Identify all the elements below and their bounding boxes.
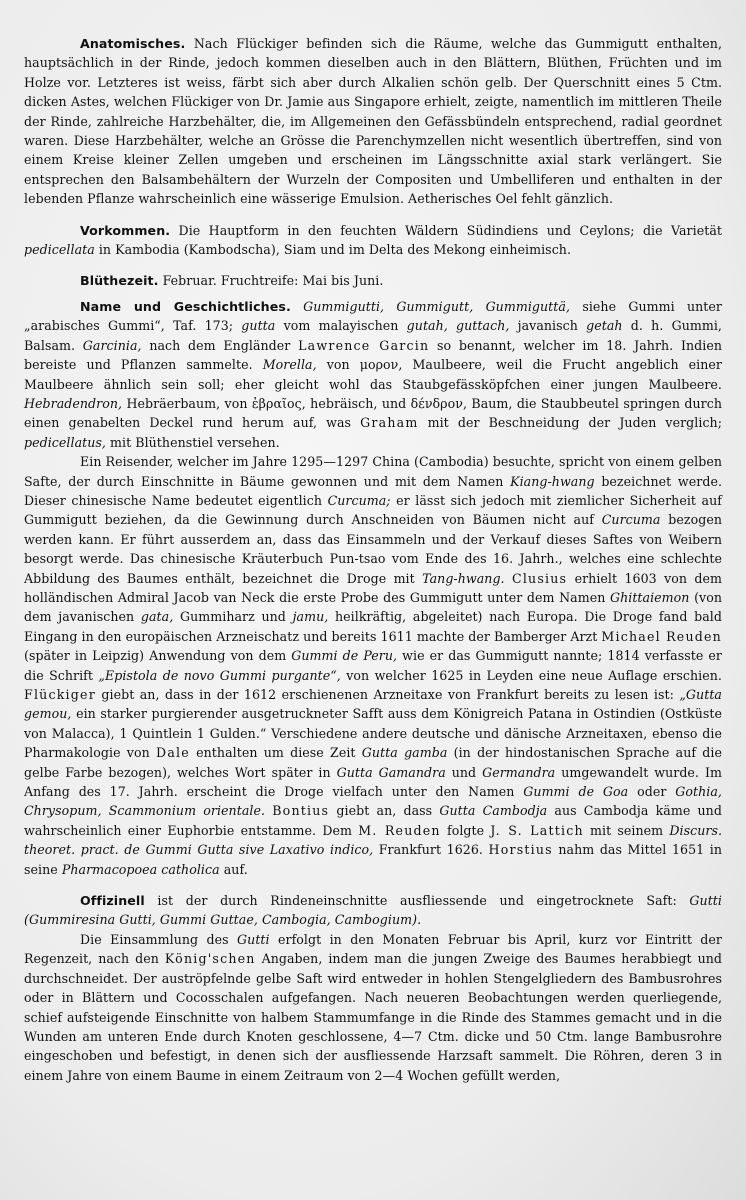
reis-a13: gata, — [140, 609, 174, 625]
name-s9: Garcinia, — [82, 337, 142, 353]
reis-a43: folgte — [446, 822, 485, 838]
reis-a51: auf. — [223, 861, 248, 877]
name-s11: Lawrence Garcin — [298, 337, 430, 353]
einsammlung-e5: Angaben, indem man die jungen Zweige des Baumes herabbiegt und durchschneidet. Der auströpfelnde gelbe Saft wird entweder in hohlen Stengelgliedern des Bambusrohres oder in Blättern und Cocosschalen aufgefangen. Nach neueren Beobachtungen werden querliegende, schief aufsteigende Einschnitte von halbem Stammumfange in die Rinde des Stammes gemacht und in die Wunden am unteren Ende durch Knoten geschlossene, 4—7 Ctm. dicke und 50 Ctm. lange Bambusrohre eingeschoben und befestigt, in denen sich der ausfliessende Harzsaft sammelt. Die Röhren, deren 3 in einem Jahre von einem Baume in einem Zeitraum von 2—4 Wochen gefüllt werden, — [24, 951, 723, 1083]
reis-a28: enthalten um diese Zeit — [196, 745, 356, 761]
text-vorkommen-3: in Kambodia (Kambodscha), Siam und im Delta des Mekong einheimisch. — [98, 242, 572, 258]
reis-a18: (später in Leipzig) Anwendung von dem — [24, 648, 287, 664]
heading-vorkommen: Vorkommen. — [80, 222, 171, 238]
reis-a23: Flückiger — [24, 687, 96, 702]
name-s2: siehe Gummi unter „arabisches Gummi“, Taf. 173; — [24, 298, 722, 334]
paragraph-bluethezeit — [24, 271, 722, 290]
reis-a9: Clusius — [511, 570, 568, 586]
reis-a6: Curcuma — [601, 512, 661, 528]
name-s14: von μορον, Maulbeere, weil die Frucht angeblich einer Maulbeere ähnlich sein soll; eher gleicht wohl das Staubgefässköpfchen einer jungen Maulbeere. — [24, 357, 722, 392]
name-s10: nach dem Engländer — [149, 337, 291, 353]
heading-name-geschichtliches: Name und Geschichtliches. — [80, 298, 291, 314]
heading-offizinell: Offizinell — [80, 893, 145, 909]
name-s13: Morella, — [262, 357, 317, 373]
reis-a17: Michael Reuden — [601, 628, 722, 644]
reis-a41: aus Cambodja käme und wahrscheinlich einer Euphorbie entstamme. Dem — [24, 803, 722, 838]
reis-a38: Bontius — [272, 803, 330, 819]
reis-a22: von welcher 1625 in Leyden eine neue Auflage erschien. — [346, 667, 722, 683]
name-s17: Graham — [360, 415, 419, 431]
reis-a35: Gummi de Goa — [523, 784, 629, 800]
einsammlung-e4: König'schen — [164, 951, 256, 967]
paragraph-reisender — [24, 452, 722, 879]
name-s3: gutta — [241, 318, 276, 334]
reis-a44: J. S. Lattich — [490, 822, 584, 838]
reis-a26: ein starker purgierender ausgetruckneter Safft auss dem Königreich Patana in Ostindien (Ostküste von Malacca), 1 Quintlein 1 Gulden.“ Verschiedene andere deutsche und dänische Arzneitaxen, ebenso die Pharmakologie von — [24, 706, 722, 761]
name-s12: so benannt, welcher im 18. Jahrh. Indien bereiste und Pflanzen sammelte. — [24, 337, 722, 373]
paragraph-anatomisches — [24, 34, 722, 209]
reis-a48: Horstius — [488, 842, 553, 858]
reis-a8: Tang-hwang. — [422, 570, 505, 586]
reis-a11: Ghittaiemon — [609, 589, 690, 605]
text-bluethezeit: Februar. Fruchtreife: Mai bis Juni. — [162, 273, 384, 289]
einsammlung-e1: Die Einsammlung des — [80, 931, 229, 947]
heading-anatomisches: Anatomisches. — [80, 36, 186, 51]
paragraph-vorkommen — [24, 221, 722, 260]
name-s20: mit Blüthenstiel versehen. — [110, 434, 280, 450]
reis-a32: und — [451, 764, 477, 780]
reis-a39: giebt an, dass — [336, 803, 433, 819]
reis-a50: Pharmacopoea catholica — [61, 861, 220, 877]
paragraph-name-geschichtliches — [24, 297, 722, 452]
reis-a40: Gutta Cambodja — [439, 803, 548, 819]
reis-a14: Gummiharz und — [179, 609, 286, 625]
paragraph-einsammlung — [24, 930, 722, 1085]
paragraph-offizinell — [24, 891, 722, 930]
reis-a31: Gutta Gamandra — [336, 764, 446, 780]
einsammlung-e2: Gutti — [237, 931, 270, 947]
reis-a5: er lässt sich jedoch mit ziemlicher Sicherheit auf Gummigutt beziehen, da die Gewinnung durch Anschneiden von Bäumen nicht auf — [24, 492, 722, 528]
reis-a12: (von dem javanischen — [24, 589, 722, 625]
reis-a21: „Epistola de novo Gummi purgante“, — [98, 667, 341, 683]
reis-a20: wie er das Gummigutt nannte; 1814 verfasste er die Schrift — [24, 648, 722, 683]
reis-a10: erhielt 1603 von dem holländischen Admiral Jacob van Neck die erste Probe des Gummigutt unter dem Namen — [24, 570, 723, 605]
reis-a36: oder — [637, 784, 667, 800]
name-s15: Hebradendron, — [24, 395, 123, 411]
text-anatomisches: Nach Flückiger befinden sich die Räume, welche das Gummigutt enthalten, hauptsächlich in der Rinde, jedoch kommen dieselben auch in den Blättern, Blüthen, Früchten und im Holze vor. Letzteres ist weiss, färbt sich aber durch Alkalien schön gelb. Der Querschnitt eines 5 Ctm. dicken Astes, welchen Flückiger von Dr. Jamie aus Singapore erhielt, zeigte, namentlich im mittleren Theile der Rinde, zahlreiche Harzbehälter, die, im Allgemeinen den Gefässbündeln entsprechend, radial geordnet waren. Diese Harzbehälter, welche an Grösse die Parenchymzellen nicht wesentlich übertreffen, sind von einem Kreise kleiner Zellen umgeben und erscheinen im Längsschnitte axial stark verlängert. Sie entsprechen den Balsambehältern der Wurzeln der Compositen und Umbelliferen und enthalten in der lebenden Pflanze wahrscheinlich eine wässerige Emulsion. Aetherisches Oel fehlt gänzlich. — [24, 36, 722, 207]
name-s18: mit der Beschneidung der Juden verglich; — [427, 415, 722, 431]
name-s4: vom malayischen — [283, 318, 399, 334]
reis-a42: M. Reuden — [358, 822, 441, 838]
name-s6: javanisch — [517, 318, 578, 334]
reis-a25: „Gutta gemou, — [24, 687, 722, 722]
reis-a30: (in der hindostanischen Sprache auf die gelbe Farbe bezogen), welches Wort später in — [24, 745, 722, 780]
reis-a46: Discurs. theoret. pract. de Gummi Gutta sive Laxativo indico, — [24, 822, 723, 858]
name-s7: getah — [586, 318, 623, 334]
offizinell-t1: ist der durch Rindeneinschnitte ausfliessende und eingetrocknete Saft: — [157, 893, 677, 909]
name-s1: Gummigutti, Gummigutt, Gummiguttä, — [303, 298, 571, 314]
reis-a37: Gothia, Chrysopum, Scammonium orientale. — [24, 784, 722, 819]
reis-a7: bezogen werden kann. Er führt ausserdem an, dass das Einsammeln und der Verkauf dieses Saftes von Weibern besorgt werde. Das chinesische Kräuterbuch Pun-tsao vom Ende des 16. Jahrh., welches eine schlechte Abbildung des Baumes enthält, bezeichnet die Droge mit — [24, 512, 722, 586]
reis-a45: mit seinem — [590, 822, 664, 838]
reis-a34: umgewandelt wurde. Im Anfang des 17. Jahrh. erscheint die Droge vielfach unter den Namen — [24, 764, 722, 800]
reis-a4: Curcuma; — [327, 492, 391, 508]
offizinell-t2: Gutti (Gummiresina Gutti, Gummi Guttae, Cambogia, Cambogium). — [24, 893, 722, 928]
reis-a2: Kiang-hwang — [510, 473, 595, 489]
reis-a33: Germandra — [482, 764, 556, 780]
reis-a19: Gummi de Peru, — [291, 648, 398, 664]
reis-a15: jamu, — [292, 609, 329, 625]
reis-a3: bezeichnet werde. Dieser chinesische Name bedeutet eigentlich — [24, 473, 722, 508]
reis-a24: giebt an, dass in der 1612 erschienenen Arzneitaxe von Frankfurt bereits zu lesen ist: — [101, 687, 674, 702]
reis-a16: heilkräftig, abgeleitet) nach Europa. Die Droge fand bald Eingang in den europäischen Arzneischatz und bereits 1611 machte der Bamberger Arzt — [24, 609, 722, 644]
reis-a1: Ein Reisender, welcher im Jahre 1295—1297 China (Cambodia) besuchte, spricht von einem gelben Safte, der durch Einschnitte in Bäume gewonnen und mit dem Namen — [24, 454, 722, 489]
heading-bluethezeit: Blüthezeit. — [80, 273, 159, 289]
einsammlung-e3: erfolgt in den Monaten Februar bis April, kurz vor Eintritt der Regenzeit, nach den — [24, 931, 722, 967]
name-s16: Hebräerbaum, von ἑβραῖος, hebräisch, und δένδρον, Baum, die Staubbeutel springen durch einen genabelten Deckel rund herum auf, was — [24, 395, 723, 431]
text-vorkommen-1: Die Hauptform in den feuchten Wäldern Südindiens und Ceylons; die Varietät — [178, 222, 722, 238]
reis-a29: Gutta gamba — [361, 745, 448, 761]
name-s5: gutah, guttach, — [406, 318, 510, 334]
reis-a47: Frankfurt 1626. — [378, 842, 483, 858]
text-vorkommen-2: pedicellata — [24, 242, 95, 258]
name-s8: d. h. Gummi, Balsam. — [24, 318, 722, 353]
reis-a27: Dale — [156, 745, 190, 761]
name-s19: pedicellatus, — [24, 434, 106, 450]
reis-a49: nahm das Mittel 1651 in seine — [24, 842, 722, 877]
